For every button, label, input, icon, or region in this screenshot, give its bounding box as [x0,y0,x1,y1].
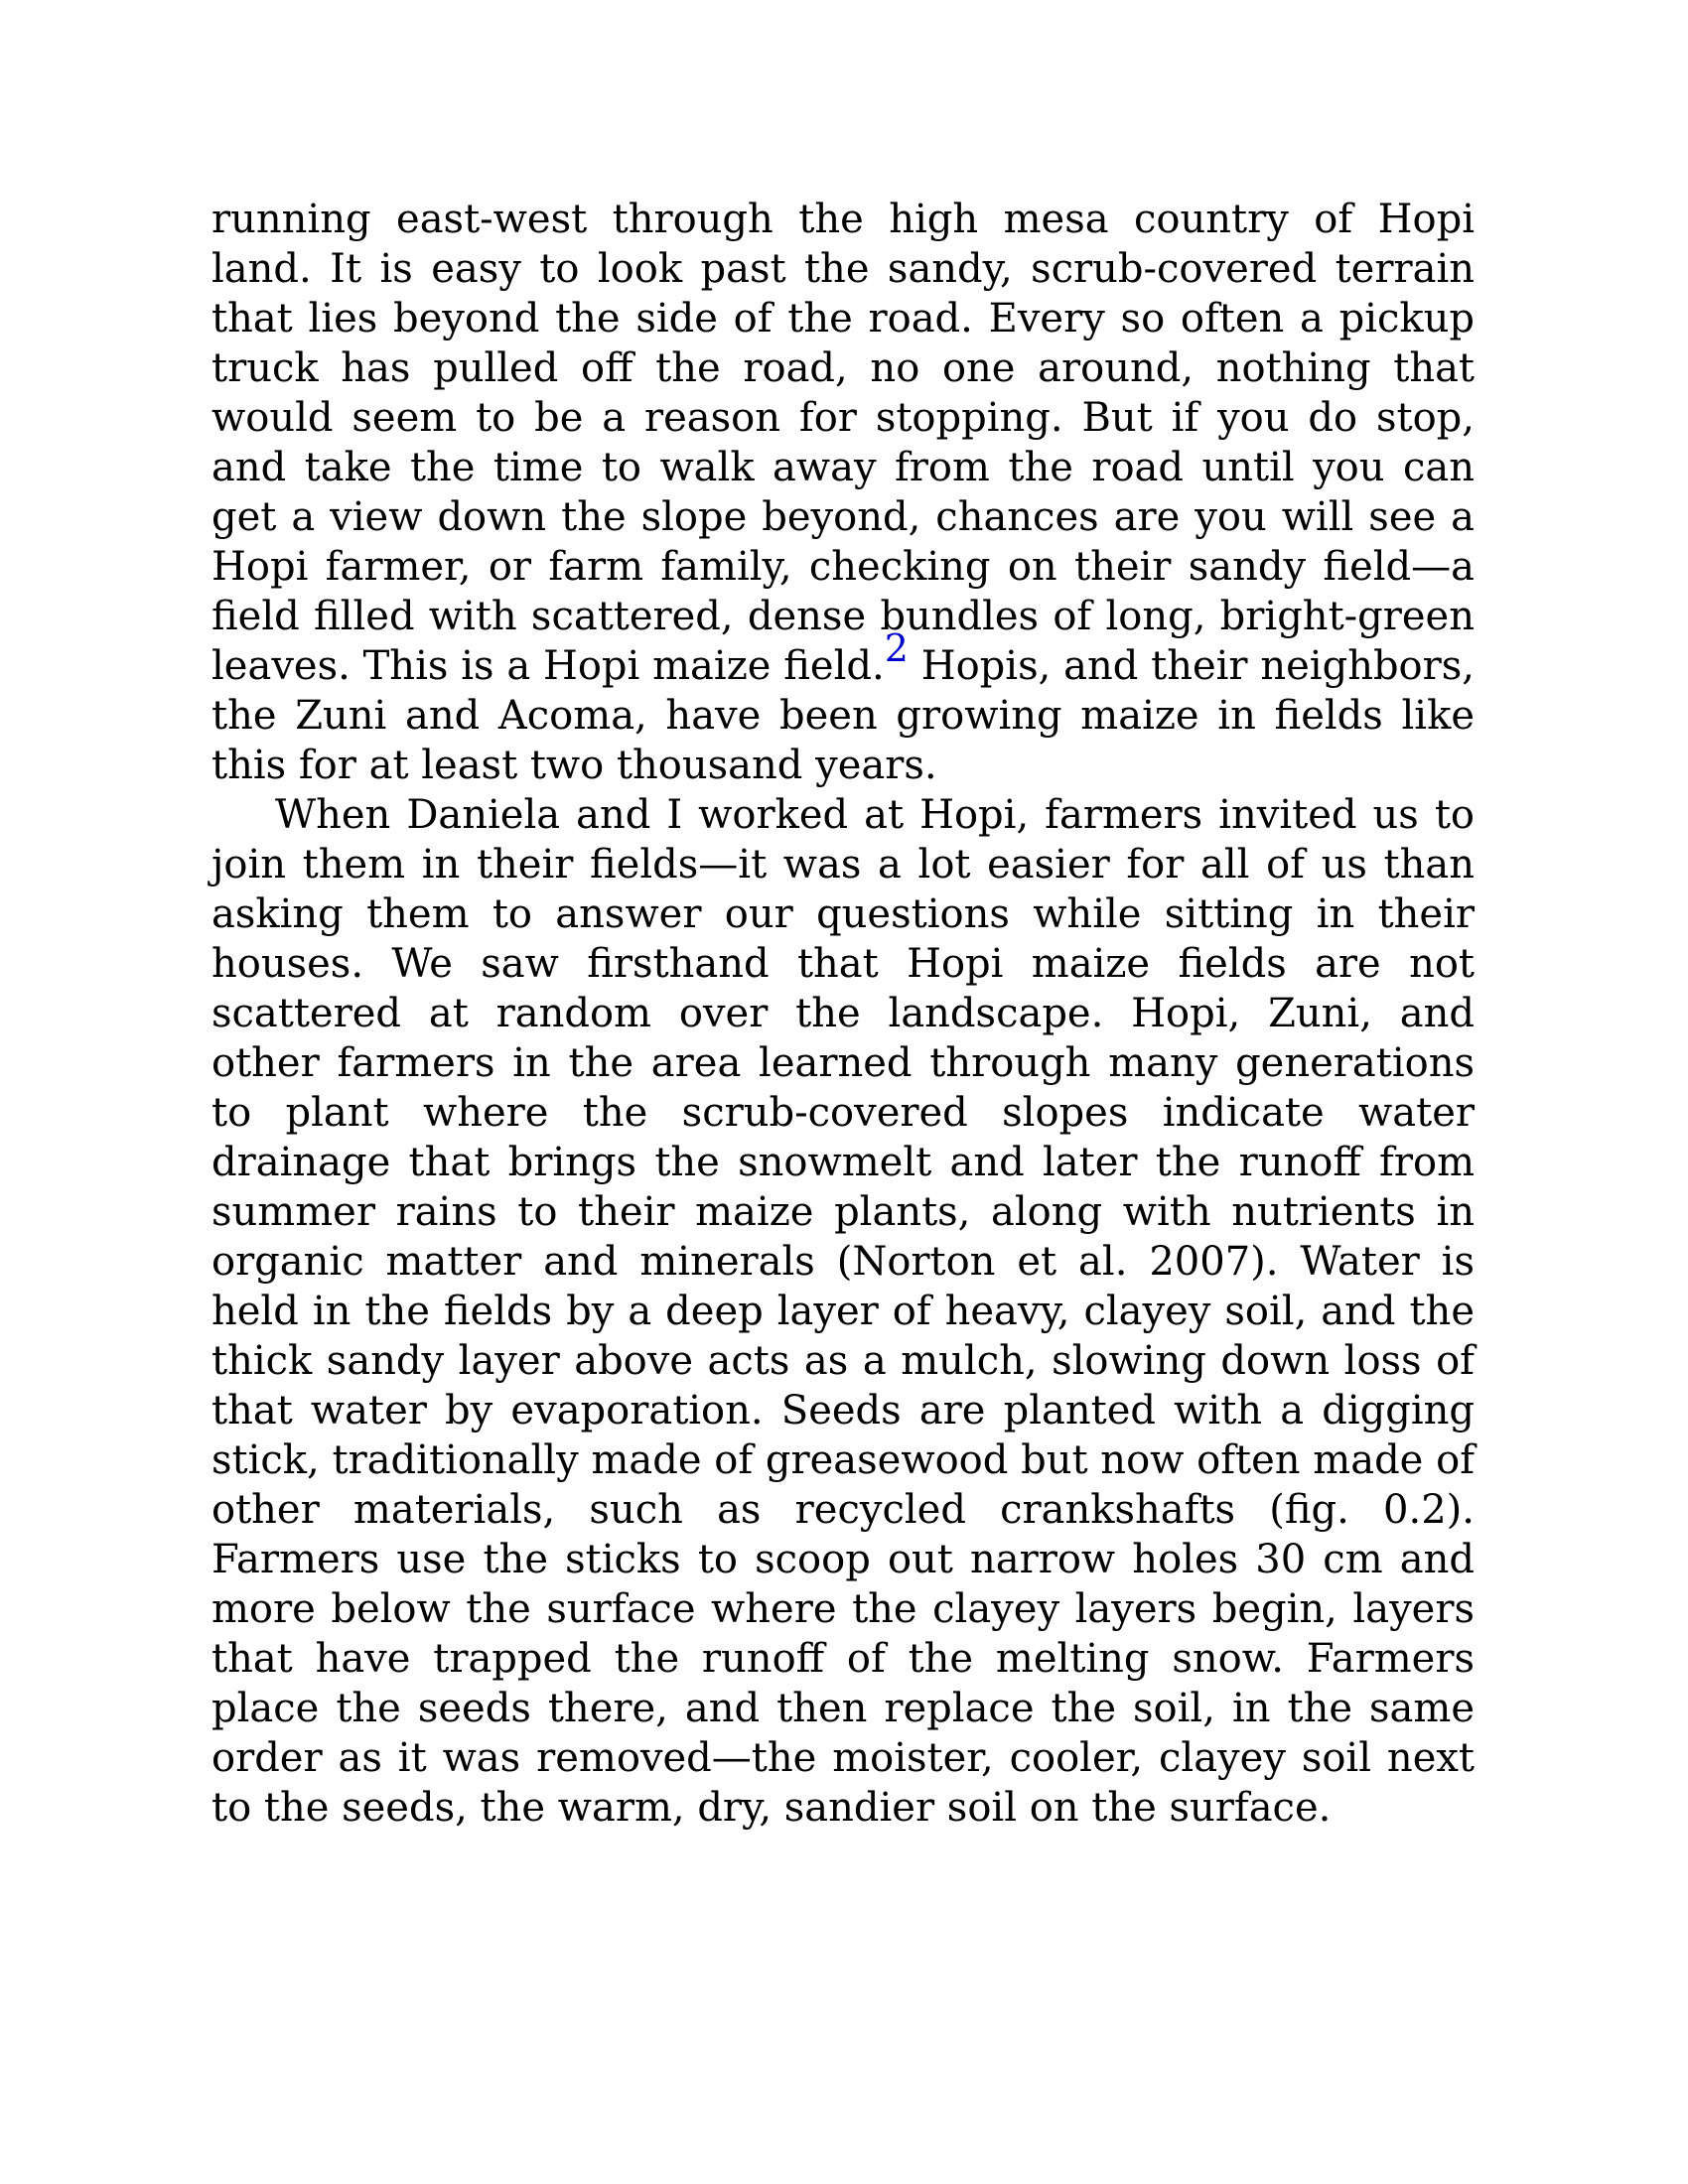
paragraph-text-after-note: Hopis, and their neighbors, the Zuni and Acoma, have been growing maize in fields like this for at least two thousand years. [211,643,1476,788]
book-page [211,195,1475,1833]
paragraph-text-before-note: running east-west through the high mesa country of Hopi land. It is easy to look past the sandy, scrub-covered terrain that lies beyond the side of the road. Every so often a pickup truck has pulled off the road, no one around, nothing that would seem to be a reason for stopping. But if you do stop, and take the time to walk away from the road until you can get a view down the slope beyond, chances are you will see a Hopi farmer, or farm family, checking on their sandy field—a field filled with scattered, dense bundles of long, bright-green leaves. This is a Hopi maize field. [211,197,1475,689]
paragraph-body: When Daniela and I worked at Hopi, farmers invited us to join them in their fields—it was a lot easier for all of us than asking them to answer our questions while sitting in their houses. We saw firsthand that Hopi maize fields are not scattered at random over the landscape. Hopi, Zuni, and other farmers in the area learned through many generations to plant where the scrub-covered slopes indicate water drainage that brings the snowmelt and later the runoff from summer rains to their maize plants, along with nutrients in organic matter and minerals (Norton et al. 2007). Water is held in the fields by a deep layer of heavy, clayey soil, and the thick sandy layer above acts as a mulch, slowing down loss of that water by evaporation. Seeds are planted with a digging stick, traditionally made of greasewood but now often made of other materials, such as recycled crankshafts (fig. 0.2). Farmers use the sticks to scoop out narrow holes 30 cm and more below the surface where the clayey layers begin, layers that have trapped the runoff of the melting snow. Farmers place the seeds there, and then replace the soil, in the same order as it was removed—the moister, cooler, clayey soil next to the seeds, the warm, dry, sandier soil on the surface. [211,792,1475,1831]
footnote-link[interactable]: 2 [884,626,909,670]
paragraph-continuation [211,195,1475,790]
